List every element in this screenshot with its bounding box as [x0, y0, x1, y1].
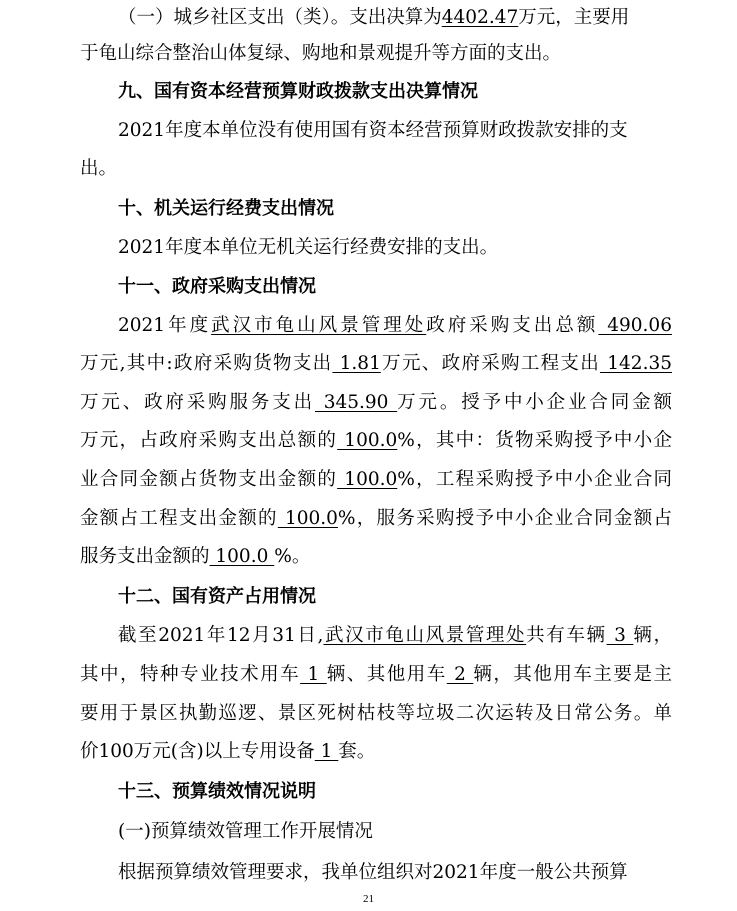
- paragraph-11-line7: [80, 545, 672, 569]
- text: %，工程采购授予中小企业合同: [397, 469, 672, 490]
- text: 万元，占政府采购支出总额的: [80, 430, 338, 451]
- goods-amount: 1.81: [332, 353, 381, 374]
- paragraph-9-line2: 出。: [80, 158, 118, 179]
- text: 截至2021年12月31日,: [118, 625, 324, 646]
- equipment-count: 1: [314, 741, 339, 762]
- section-heading-10: 十、机关运行经费支出情况: [118, 198, 334, 219]
- subsection-heading-13-1: (一)预算绩效管理工作开展情况: [118, 821, 373, 842]
- sme-percent-goods: 100.0: [337, 469, 398, 490]
- text: %，服务采购授予中小企业合同金额占: [337, 508, 672, 529]
- text: %。: [274, 546, 311, 567]
- text: 2021年度: [118, 315, 212, 336]
- paragraph-11-line6: [80, 507, 672, 531]
- paragraph-11-line2: [80, 352, 672, 376]
- paragraph-11-line3: [80, 391, 672, 415]
- text: 共有车辆: [526, 625, 607, 646]
- text: 服务支出金额的: [80, 546, 210, 567]
- vehicle-count: 3: [606, 625, 634, 646]
- engineering-amount: 142.35: [600, 353, 672, 374]
- text: 根据预算绩效管理要求，我单位组织对2021年度一般公共预算: [118, 862, 628, 883]
- paragraph-9-line1: [118, 119, 672, 143]
- unit-name: 武汉市龟山风景管理处: [211, 315, 427, 336]
- paragraph-12-line3: [80, 702, 672, 726]
- service-amount: 345.90: [314, 392, 398, 413]
- section-heading-9: 九、国有资本经营预算财政拨款支出决算情况: [118, 81, 478, 102]
- paragraph-city-community-line1: [118, 6, 672, 30]
- text: 其中，特种专业技术用车: [80, 664, 301, 685]
- text: 套。: [338, 741, 376, 762]
- paragraph-13: [118, 861, 672, 885]
- text: 万元，主要用: [518, 7, 630, 28]
- text: 万元、政府采购服务支出: [80, 392, 315, 413]
- paragraph-11-line5: [80, 468, 672, 492]
- text: 2021年度本单位没有使用国有资本经营预算财政拨款安排的支: [118, 120, 628, 141]
- text: 于龟山综合整治山体复绿、购地和景观提升等方面的支出。: [80, 43, 562, 64]
- sme-percent-engineering: 100.0: [277, 508, 338, 529]
- section-heading-11: 十一、政府采购支出情况: [118, 276, 316, 297]
- text: 价100万元(含)以上专用设备: [80, 741, 315, 762]
- text: 万元,其中:政府采购货物支出: [80, 353, 333, 374]
- special-vehicle-count: 1: [300, 664, 327, 685]
- text: %，其中：货物采购授予中小企: [397, 430, 672, 451]
- text: 辆，: [633, 625, 672, 646]
- text: 辆，其他用车主要是主: [473, 664, 672, 685]
- page-number: 21: [363, 893, 374, 905]
- text: 万元。授予中小企业合同金额: [397, 392, 672, 413]
- paragraph-city-community-line2: [80, 42, 672, 66]
- section-heading-12: 十二、国有资产占用情况: [118, 586, 316, 607]
- unit-name: 武汉市龟山风景管理处: [323, 625, 527, 646]
- text: 辆、其他用车: [326, 664, 447, 685]
- text: （一）城乡社区支出（类）。支出决算为: [118, 7, 442, 28]
- text: 万元、政府采购工程支出: [380, 353, 601, 374]
- section-heading-13: 十三、预算绩效情况说明: [118, 781, 316, 802]
- paragraph-11-line1: [118, 314, 672, 338]
- paragraph-11-line4: [80, 429, 672, 453]
- procurement-total: 490.06: [598, 315, 672, 336]
- city-expense-amount: 4402.47: [441, 7, 519, 28]
- paragraph-10: 2021年度本单位无机关运行经费安排的支出。: [118, 237, 499, 258]
- sme-percent-service: 100.0: [209, 546, 275, 567]
- paragraph-12-line1: [118, 624, 672, 648]
- sme-percent-total: 100.0: [337, 430, 398, 451]
- text: 要用于景区执勤巡逻、景区死树枯枝等垃圾二次运转及日常公务。单: [80, 703, 672, 724]
- text: 业合同金额占货物支出金额的: [80, 469, 338, 490]
- paragraph-12-line4: [80, 740, 672, 764]
- text: 政府采购支出总额: [426, 315, 599, 336]
- other-vehicle-count: 2: [446, 664, 474, 685]
- paragraph-12-line2: [80, 663, 672, 687]
- text: 金额占工程支出金额的: [80, 508, 278, 529]
